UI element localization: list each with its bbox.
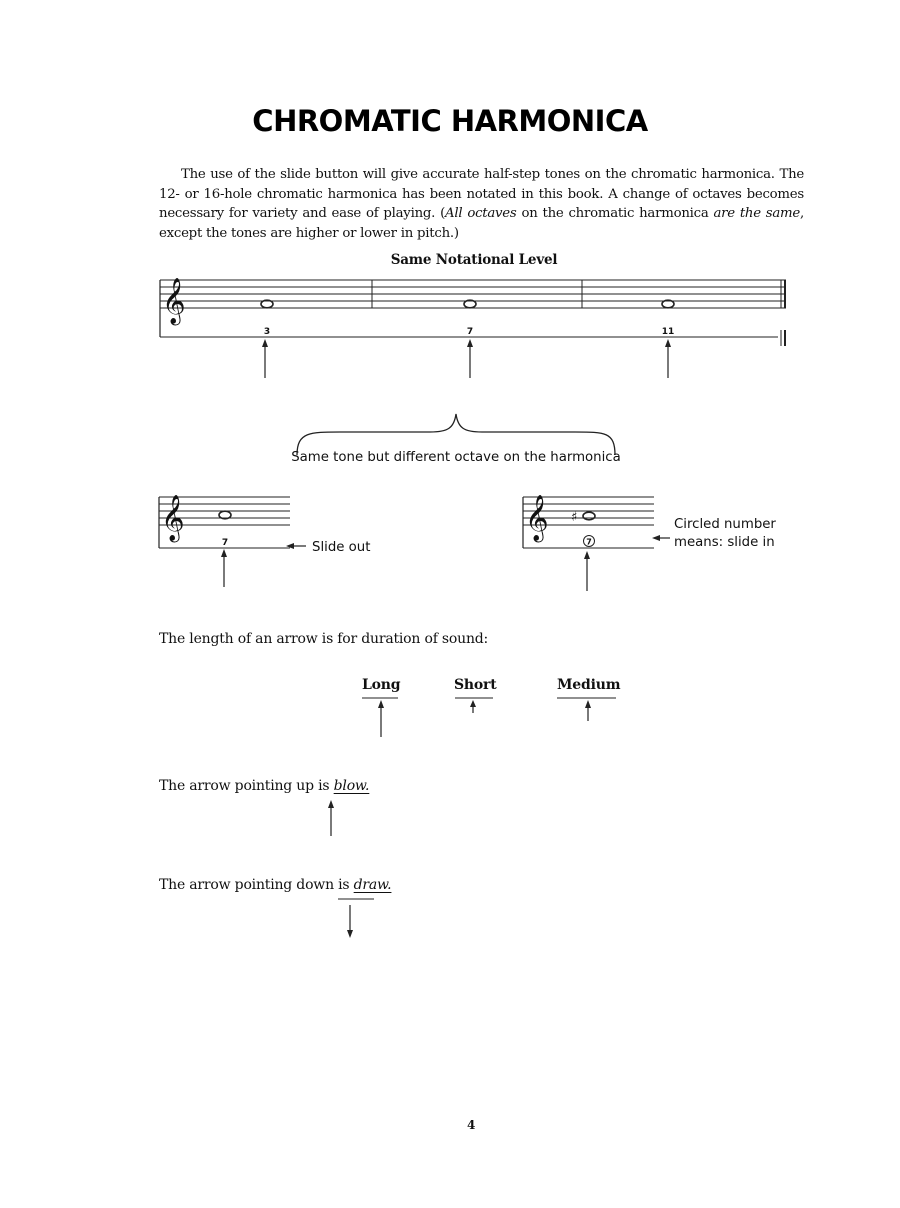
slide-in-label-line-1: Circled number bbox=[674, 517, 776, 532]
intro-italic-1: All octaves bbox=[445, 206, 517, 221]
blow-arrow-icon bbox=[467, 339, 473, 378]
duration-medium: Medium bbox=[557, 677, 621, 693]
duration-long: Long bbox=[362, 677, 401, 693]
duration-short: Short bbox=[454, 677, 497, 693]
slide-out-hole-number: 7 bbox=[221, 538, 229, 548]
sharp-icon: ♯ bbox=[571, 510, 578, 525]
blow-arrow-icon bbox=[328, 800, 334, 836]
page-title: CHROMATIC HARMONICA bbox=[252, 104, 648, 138]
hole-number-7: 7 bbox=[466, 327, 474, 337]
hole-number-3: 3 bbox=[263, 327, 271, 337]
treble-clef-icon: 𝄞 bbox=[161, 495, 185, 541]
intro-text-1: The use of the slide button will give accurate half-step tones on the chromatic harmonica. The 12- or 16-hole chromatic harmonica has been notated in this book. A change of octaves becomes necessary for variety and ease of playing. ( bbox=[159, 167, 804, 221]
curly-brace-icon bbox=[297, 414, 615, 455]
page-number: 4 bbox=[467, 1118, 476, 1132]
intro-text-2: on the chromatic harmonica bbox=[516, 206, 714, 221]
brace-caption: Same tone but different octave on the harmonica bbox=[291, 450, 621, 465]
pointer-arrow-icon bbox=[652, 535, 670, 541]
hole-number-11: 11 bbox=[661, 327, 675, 337]
blow-word: blow. bbox=[333, 778, 370, 794]
treble-clef-icon: 𝄞 bbox=[162, 278, 186, 324]
whole-note bbox=[583, 512, 595, 520]
draw-word: draw. bbox=[353, 877, 392, 893]
medium-arrow-icon bbox=[557, 698, 616, 721]
blow-arrow-icon bbox=[665, 339, 671, 378]
slide-out-label: Slide out bbox=[312, 540, 371, 555]
draw-text: The arrow pointing down is bbox=[159, 877, 354, 893]
slide-in-label-line-2: means: slide in bbox=[674, 535, 775, 550]
blow-arrow-icon bbox=[221, 549, 227, 587]
blow-sentence bbox=[159, 778, 369, 794]
intro-text-3: , except the tones are higher or lower in pitch.) bbox=[159, 206, 805, 241]
duration-intro: The length of an arrow is for duration of sound: bbox=[159, 631, 489, 647]
blow-arrow-icon bbox=[262, 339, 268, 378]
intro-italic-2: are the same bbox=[713, 206, 801, 221]
long-arrow-icon bbox=[362, 698, 398, 737]
blow-arrow-icon bbox=[584, 551, 590, 591]
treble-clef-icon: 𝄞 bbox=[525, 495, 549, 541]
draw-sentence bbox=[159, 877, 391, 893]
slide-in-hole-number: 7 bbox=[586, 537, 592, 547]
draw-arrow-icon bbox=[338, 899, 374, 938]
notational-heading: Same Notational Level bbox=[390, 252, 558, 268]
blow-text: The arrow pointing up is bbox=[159, 778, 334, 794]
short-arrow-icon bbox=[455, 698, 493, 713]
